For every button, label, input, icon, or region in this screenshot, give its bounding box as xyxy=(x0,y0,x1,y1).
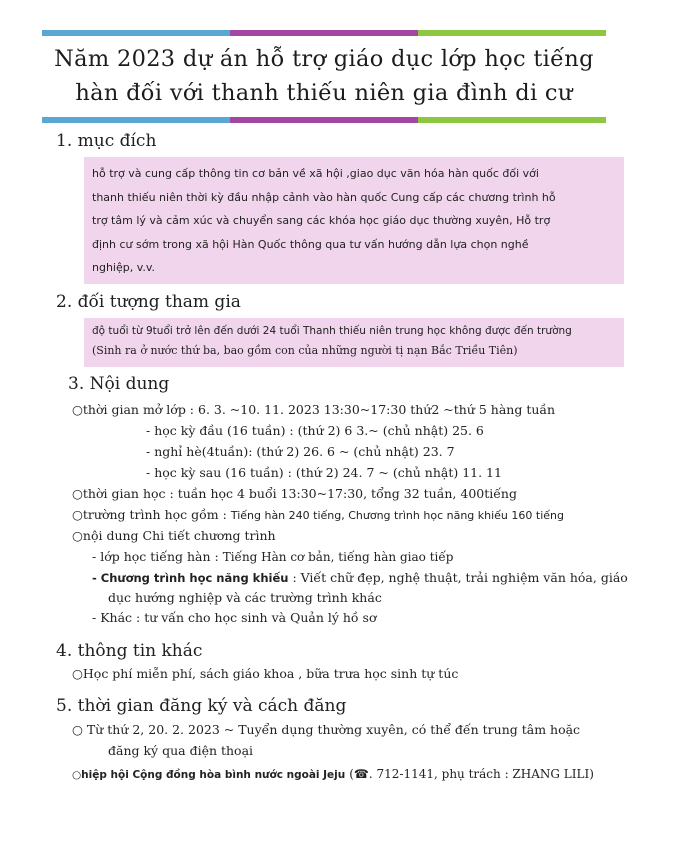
purpose-line: định cư sớm trong xã hội Hàn Quốc thông qua tư vấn hướng dẫn lựa chọn nghề xyxy=(92,237,529,251)
bar-segment-green xyxy=(418,30,606,36)
registration-line-1: ○ Từ thứ 2, 20. 2. 2023 ~ Tuyển dụng thường xuyên, có thể đến trung tâm hoặc xyxy=(72,722,581,737)
korean-class-text: Tiếng Hàn cơ bản, tiếng hàn giao tiếp xyxy=(222,550,454,564)
section-heading-participants: 2. đối tượng tham gia xyxy=(56,292,241,312)
talent-program-line xyxy=(92,570,628,585)
bar-segment-purple xyxy=(230,30,418,36)
term-second: - học kỳ sau (16 tuần) : (thứ 2) 24. 7 ~ (chủ nhật) 11. 11 xyxy=(146,465,502,480)
talent-program-text-2: dục hướng nghiệp và các trường trình khác xyxy=(108,590,382,605)
participants-box xyxy=(84,318,624,367)
korean-class-line xyxy=(92,549,453,564)
class-schedule: ○thời gian mở lớp : 6. 3. ~10. 11. 2023 13:30~17:30 thứ2 ~thứ 5 hàng tuần xyxy=(72,402,556,417)
purpose-line: trợ tâm lý và cảm xúc và chuyển sang các khóa học giáo dục thường xuyên, Hỗ trợ xyxy=(92,214,551,227)
participants-note: (Sinh ra ở nước thứ ba, bao gồm con của những người tị nạn Bắc Triều Tiên) xyxy=(92,344,518,357)
bottom-color-bar xyxy=(42,117,606,123)
contact-line xyxy=(72,766,594,781)
program-label: ○trường trình học gồm : xyxy=(72,507,227,522)
detail-heading: ○nội dung Chi tiết chương trình xyxy=(72,528,276,543)
talent-program-label: - Chương trình học năng khiếu xyxy=(92,571,289,585)
summer-break: - nghỉ hè(4tuần): (thứ 2) 26. 6 ~ (chủ nhật) 23. 7 xyxy=(146,444,455,459)
section-heading-registration: 5. thời gian đăng ký và cách đăng xyxy=(56,696,347,716)
purpose-box xyxy=(84,157,624,284)
section-heading-other-info: 4. thông tin khác xyxy=(56,641,203,661)
top-color-bar xyxy=(42,30,606,36)
bar-segment-green xyxy=(418,117,606,123)
purpose-line: nghiệp, v.v. xyxy=(92,261,156,274)
other-line: - Khác : tư vấn cho học sinh và Quản lý hồ sơ xyxy=(92,610,377,625)
program-line xyxy=(72,507,564,522)
bar-segment-blue xyxy=(42,117,230,123)
title-line-2: hàn đối với thanh thiếu niên gia đình di cư xyxy=(75,80,573,106)
bar-segment-purple xyxy=(230,117,418,123)
bar-segment-blue xyxy=(42,30,230,36)
page-title xyxy=(42,42,606,110)
program-text: Tiếng hàn 240 tiếng, Chương trình học năng khiếu 160 tiếng xyxy=(230,509,564,522)
study-hours: ○thời gian học : tuần học 4 buổi 13:30~17:30, tổng 32 tuần, 400tiếng xyxy=(72,486,517,501)
section-heading-content: 3. Nội dung xyxy=(68,374,170,394)
term-first: - học kỳ đầu (16 tuần) : (thứ 2) 6 3.~ (chủ nhật) 25. 6 xyxy=(146,423,484,438)
registration-line-2: đăng ký qua điện thoại xyxy=(108,743,254,758)
contact-info: (☎. 712-1141, phụ trách : ZHANG LILI) xyxy=(349,767,594,781)
korean-class-label: - lớp học tiếng hàn : xyxy=(92,549,219,564)
participants-age: độ tuổi từ 9tuổi trở lên đến dưới 24 tuổi Thanh thiếu niên trung học không được đến trường xyxy=(92,325,572,337)
other-info-line: ○Học phí miễn phí, sách giáo khoa , bữa trưa học sinh tự túc xyxy=(72,666,459,681)
talent-program-text: : Viết chữ đẹp, nghệ thuật, trải nghiệm văn hóa, giáo xyxy=(292,570,628,585)
contact-organization: ○hiệp hội Cộng đồng hòa bình nước ngoài Jeju xyxy=(72,769,346,781)
title-line-1: Năm 2023 dự án hỗ trợ giáo dục lớp học tiếng xyxy=(54,46,594,72)
section-heading-purpose: 1. mục đích xyxy=(56,131,157,151)
purpose-line: hỗ trợ và cung cấp thông tin cơ bản về xã hội ,giao dục văn hóa hàn quốc đối với xyxy=(92,167,539,180)
purpose-line: thanh thiếu niên thời kỳ đầu nhập cảnh vào hàn quốc Cung cấp các chương trình hỗ xyxy=(92,190,556,204)
